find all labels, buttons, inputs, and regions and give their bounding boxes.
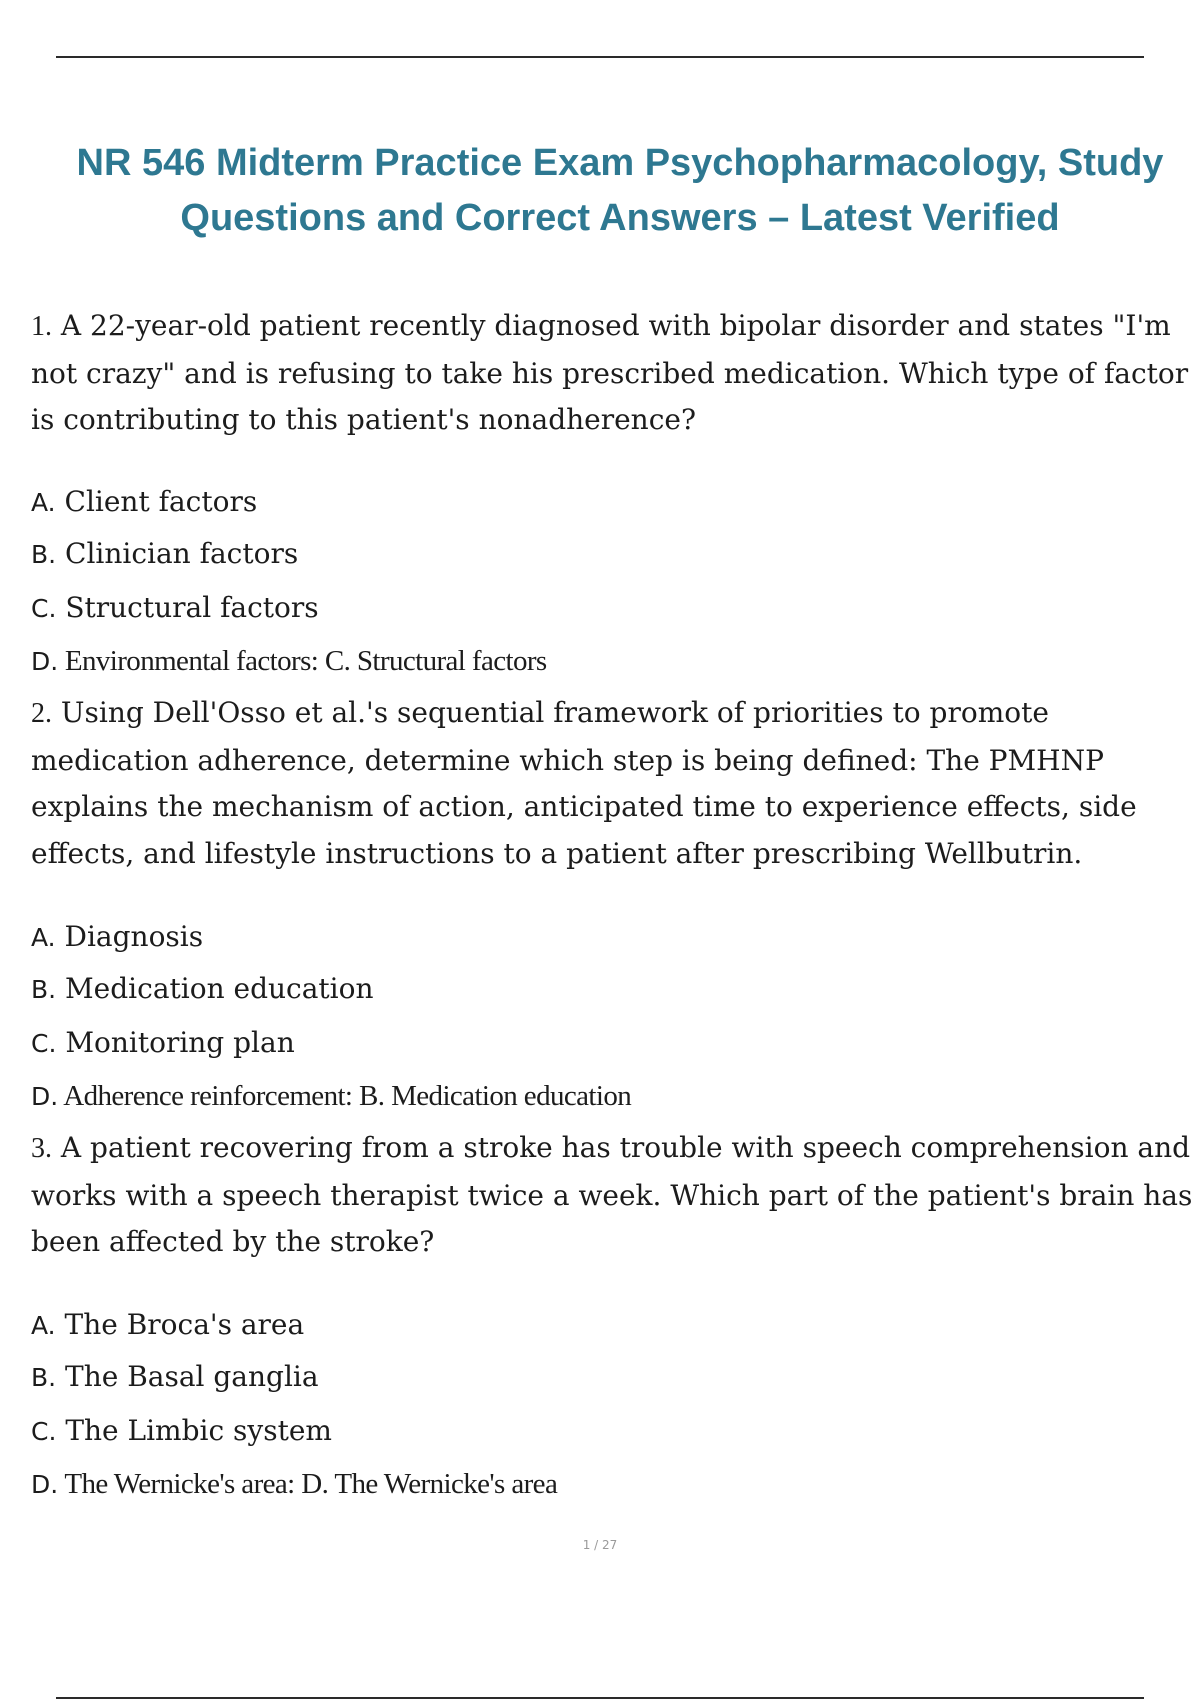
- option-letter: A.: [31, 1311, 56, 1340]
- option-1a: [31, 482, 1181, 523]
- bottom-rule: [56, 1697, 1144, 1699]
- question-text: Using Dell'Osso et al.'s sequential framework of priorities to promote medication adherence, determine which step is being defined: The PMHNP explains the mechanism of action, anticipated time to experience effects, side effects, and lifestyle instructions to a patient after prescribing Wellbutrin.: [31, 696, 1137, 870]
- option-3c: [31, 1411, 1181, 1452]
- option-text: Structural factors: [65, 591, 319, 624]
- option-letter: C.: [31, 1417, 57, 1446]
- option-text: Adherence reinforcement: B. Medication education: [63, 1080, 632, 1112]
- option-text: The Basal ganglia: [65, 1360, 319, 1393]
- option-letter: A.: [31, 488, 56, 517]
- option-text: Diagnosis: [64, 920, 204, 953]
- title-line-2: Questions and Correct Answers – Latest Verified: [180, 197, 1060, 239]
- option-letter: B.: [31, 540, 57, 569]
- question-number: 2.: [31, 698, 52, 729]
- option-text: Environmental factors: C. Structural factors: [64, 645, 547, 677]
- option-text: Client factors: [64, 485, 258, 518]
- question-3: [31, 1125, 1200, 1266]
- question-number: 1.: [31, 311, 52, 342]
- option-2a: [31, 917, 1181, 958]
- option-text: The Broca's area: [64, 1308, 305, 1341]
- option-text: Monitoring plan: [65, 1026, 295, 1059]
- option-text: Clinician factors: [65, 537, 299, 570]
- option-1d-with-answer: [31, 641, 1181, 682]
- option-letter: D.: [31, 1470, 59, 1499]
- option-3b: [31, 1357, 1181, 1398]
- option-2b: [31, 969, 1181, 1010]
- option-text: Medication education: [65, 972, 374, 1005]
- option-letter: A.: [31, 923, 56, 952]
- option-text: The Wernicke's area: D. The Wernicke's area: [64, 1468, 558, 1500]
- page-number: 1 / 27: [582, 1538, 618, 1552]
- title-line-1: NR 546 Midterm Practice Exam Psychopharmacology, Study: [76, 142, 1164, 184]
- option-text: The Limbic system: [65, 1414, 332, 1447]
- question-text: A 22-year-old patient recently diagnosed with bipolar disorder and states "I'm not crazy" and is refusing to take his prescribed medication. Which type of factor is contributing to this patient's nonadherence?: [31, 309, 1189, 436]
- question-text: A patient recovering from a stroke has trouble with speech comprehension and works with a speech therapist twice a week. Which part of the patient's brain has been affected by the stroke?: [31, 1131, 1193, 1258]
- option-3a: [31, 1305, 1181, 1346]
- option-2c: [31, 1023, 1181, 1064]
- option-letter: D.: [31, 1082, 59, 1111]
- document-title: [30, 136, 1200, 246]
- question-1: [31, 303, 1200, 444]
- top-rule: [56, 56, 1144, 58]
- option-letter: C.: [31, 594, 57, 623]
- question-2: [31, 690, 1200, 877]
- option-1c: [31, 588, 1181, 629]
- question-number: 3.: [31, 1133, 52, 1164]
- option-2d-with-answer: [31, 1076, 1181, 1117]
- option-1b: [31, 534, 1181, 575]
- option-letter: B.: [31, 1363, 57, 1392]
- option-letter: C.: [31, 1029, 57, 1058]
- option-3d-with-answer: [31, 1464, 1181, 1505]
- option-letter: B.: [31, 975, 57, 1004]
- option-letter: D.: [31, 647, 59, 676]
